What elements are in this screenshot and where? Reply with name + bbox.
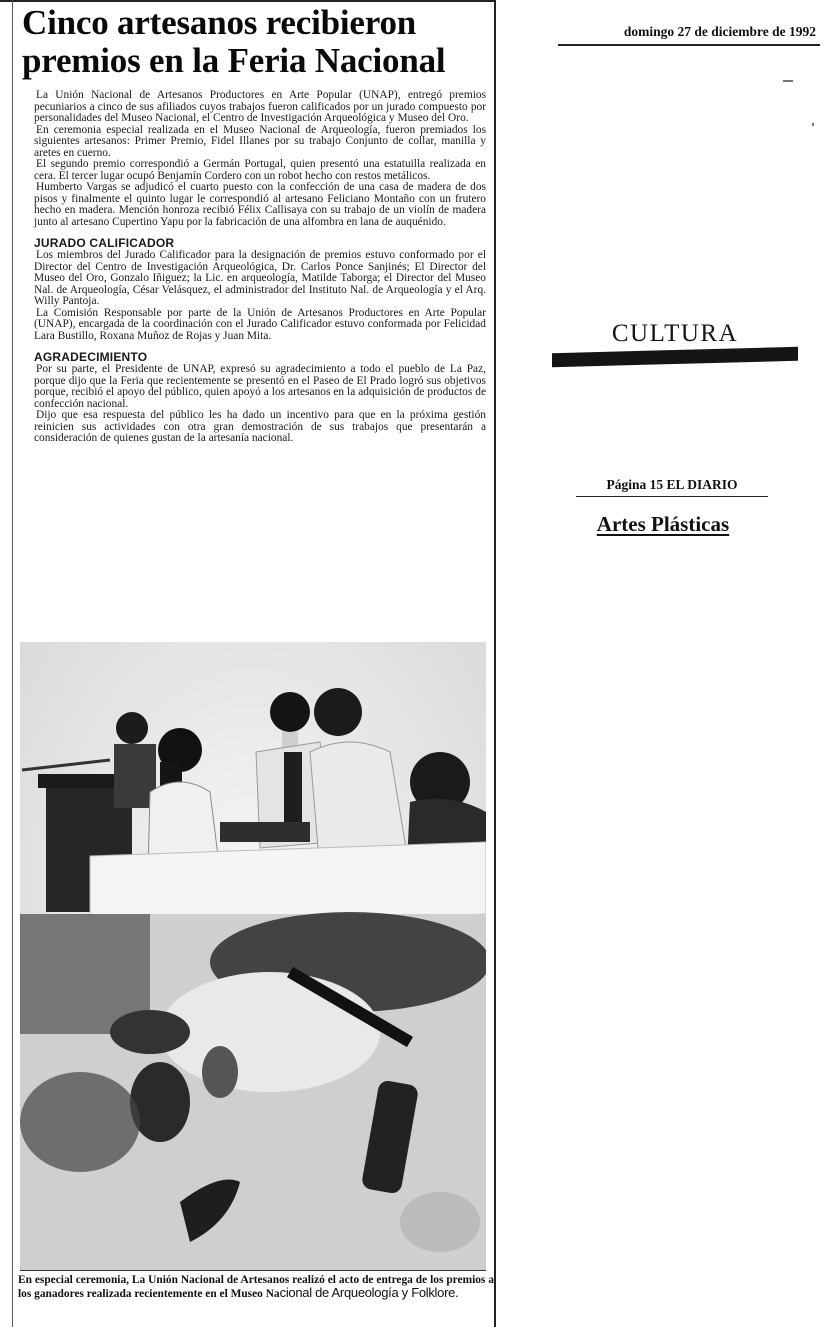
article-paragraph: La Comisión Responsable por parte de la Unión de Artesanos Productores en Arte Popular (UNAP), encargada de la coordinación con el Jurado Calificador estuvo conformada por Felicidad Lara Bustillo, Roxana Muñoz de Rojas y Juan Mita. (34, 306, 486, 342)
caption-text-end: cional de Arqueología y Folklore. (279, 1284, 459, 1300)
date-rule (558, 44, 820, 46)
ceremony-photo (20, 642, 486, 1271)
caption-text: En especial ceremonia, La Unión Nacional de Artesanos realizó el acto de entrega de los premios a los ganadores realizada recientemente en el Museo Na (18, 1274, 494, 1300)
page-reference: Página 15 EL DIARIO (606, 477, 738, 492)
subsection-title: Artes Plásticas (596, 512, 730, 536)
article-paragraph: Humberto Vargas se adjudicó el cuarto puesto con la confección de una casa de madera de dos pisos y finalmente el quinto lugar le correspondió al artesano Feliciano Montaño con un frutero hecho en madera. Mención honroza recibió Félix Callisaya con su trabajo de un violín de madera junto al artesano Cupertino Yapu por la fabricación de una alfombra en lana de auquénido. (34, 181, 486, 228)
column-left-rule (12, 0, 13, 1327)
article-paragraph: El segundo premio correspondió a Germán Portugal, quien presentó una estatuilla realizada en cera. El tercer lugar ocupó Benjamín Cordero con un robot hecho con restos metálicos. (34, 158, 486, 182)
article-paragraph: Los miembros del Jurado Calificador para la designación de premios estuvo conformado por el Director del Centro de Investigación Arqueológica, Dr. Carlos Ponce Sanjinés; El Director del Museo del Oro, Gonzalo Iñiguez; la Lic. en arqueología, Matilde Taborga; el Director del Museo Nal. de Arqueología, César Velásquez, el administrador del Instituto Nal. de Arqueología y el Arq. Willy Pantoja. (34, 249, 486, 307)
section-bar (552, 347, 798, 367)
article-headline: Cinco artesanos recibieron premios en la Feria Nacional (22, 3, 446, 80)
article-paragraph: Por su parte, el Presidente de UNAP, expresó su agradecimiento a todo el pueblo de La Paz, porque dijo que la Feria que recientemente se presentó en el Paseo de El Prado logró sus objetivos porque, recibió el apoyo del público, quien apoyó a los artesanos en la adquisición de productos de confección nacional. (34, 363, 486, 410)
page-reference-rule (576, 496, 768, 497)
article-paragraph: Dijo que esa respuesta del público les ha dado un incentivo para que en la próxima gestión reinicien sus actividades con otra gran demostración de sus trabajos que presentarán a consideración de quienes gustan de la artesanía nacional. (34, 409, 486, 444)
issue-date: domingo 27 de diciembre de 1992 (623, 24, 816, 39)
print-speck (783, 80, 793, 82)
ceremony-photo-illustration (20, 642, 486, 1270)
article-paragraph: En ceremonia especial realizada en el Museo Nacional de Arqueología, fueron premiados los siguientes artesanos: Primer Premio, Fidel Illanes por su trabajo Conjunto de collar, manilla y aretes en cuerno. (34, 123, 486, 159)
section-heading-jurado: JURADO CALIFICADOR (34, 236, 175, 250)
article-body (34, 90, 486, 445)
section-heading-agradecimiento: AGRADECIMIENTO (34, 350, 148, 364)
photo-caption (18, 1274, 494, 1300)
section-title: CULTURA (611, 320, 739, 347)
print-speck (812, 123, 814, 126)
article-paragraph: La Unión Nacional de Artesanos Productores en Arte Popular (UNAP), entregó premios pecuniarios a cinco de sus afiliados cuyos trabajos fueron calificados por un jurado compuesto por personalidades del Museo Nacional, el Centro de Investigación Arqueológica y Museo del Oro. (34, 89, 486, 124)
